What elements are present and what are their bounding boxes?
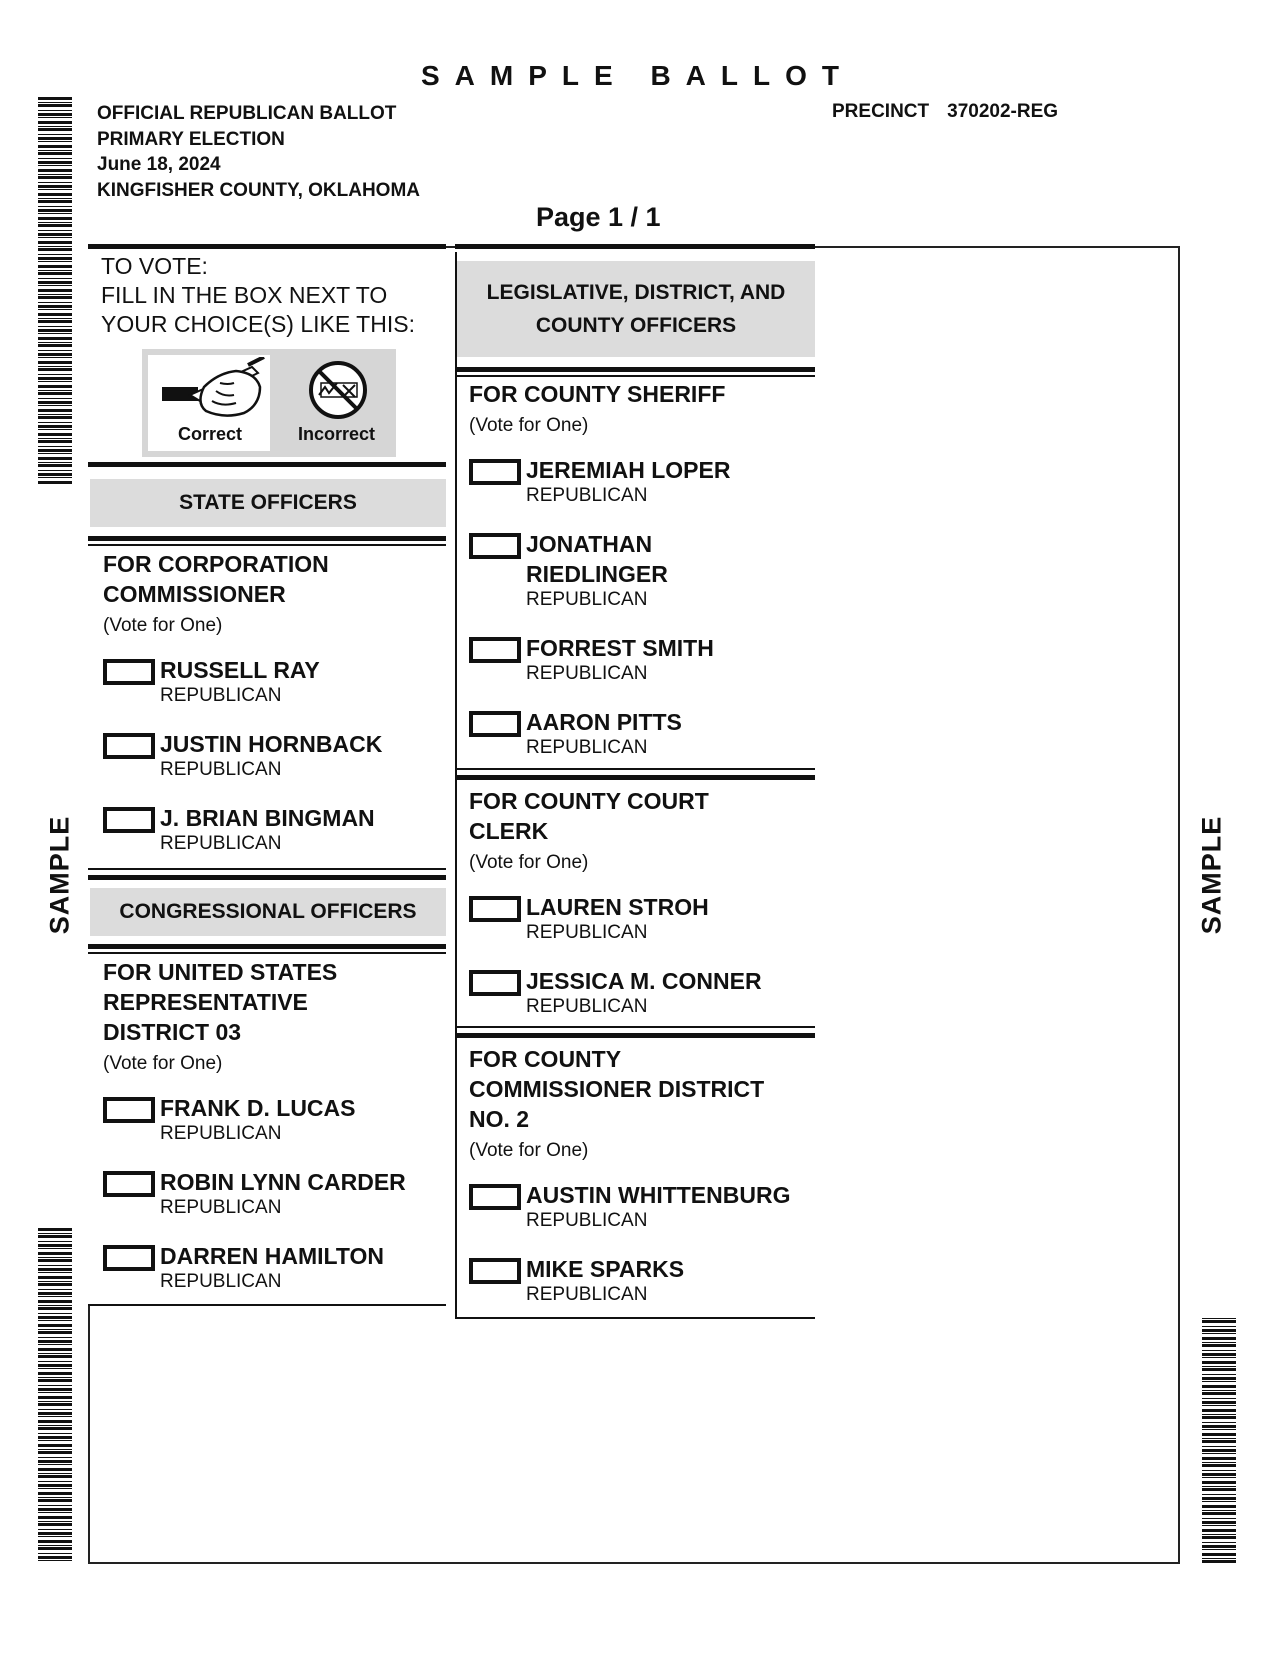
election-date: June 18, 2024 [97,154,221,175]
candidate-party: REPUBLICAN [526,996,648,1017]
candidate-option[interactable] [103,1167,406,1219]
candidate-name-line: FRANK D. LUCAS [160,1095,356,1121]
race-title [103,957,406,1047]
vote-target-box[interactable] [469,970,521,996]
timing-barcode [38,1228,72,1566]
voting-instructions [101,252,415,339]
candidate-party: REPUBLICAN [526,1284,648,1305]
candidate-option[interactable] [469,529,730,611]
race-title-line: FOR UNITED STATES [103,959,338,985]
candidate-option[interactable] [469,966,762,1018]
candidate-name [160,1167,406,1197]
section-header-legislative [457,261,815,357]
race-title-line: CLERK [469,818,549,844]
divider [88,244,446,249]
divider [455,1033,815,1038]
correct-label: Correct [178,424,243,444]
race-title [469,379,730,409]
instructions-heading: TO VOTE: [101,253,208,279]
sample-watermark-left: SAMPLE [44,815,75,935]
candidate-name [526,633,730,663]
candidate-party: REPUBLICAN [526,485,648,506]
race-corporation-commissioner [103,549,382,855]
divider [455,244,815,249]
candidate-name-line: RIEDLINGER [526,561,668,587]
divider [88,952,446,954]
ballot-type: OFFICIAL REPUBLICAN BALLOT [97,103,397,124]
instructions-line: FILL IN THE BOX NEXT TO [101,282,388,308]
candidate-party: REPUBLICAN [160,685,282,706]
candidate-option[interactable] [469,633,730,685]
divider [88,544,446,546]
candidate-party: REPUBLICAN [526,1210,648,1231]
vote-for-instruction: (Vote for One) [103,1053,223,1074]
candidate-name [526,455,730,485]
vote-target-box[interactable] [469,1184,521,1210]
race-us-representative [103,957,406,1293]
county-name: KINGFISHER COUNTY, OKLAHOMA [97,179,420,201]
candidate-name [160,655,382,685]
vote-for-instruction: (Vote for One) [469,852,589,873]
sample-watermark-right: SAMPLE [1196,815,1227,935]
candidate-name-line: J. BRIAN BINGMAN [160,805,375,831]
vote-target-box[interactable] [103,733,155,759]
candidate-name-line: RUSSELL RAY [160,657,320,683]
candidate-option[interactable] [103,729,382,781]
race-title-line: NO. 2 [469,1106,530,1132]
candidate-option[interactable] [103,1093,406,1145]
candidate-name-line: MIKE SPARKS [526,1256,685,1282]
divider [88,462,446,467]
candidate-name-line: DARREN HAMILTON [160,1243,385,1269]
candidate-party: REPUBLICAN [526,589,648,610]
divider [455,367,815,372]
column-rule [455,252,457,1319]
candidate-name-line: ROBIN LYNN CARDER [160,1169,406,1195]
divider [455,775,815,780]
candidate-name [526,1254,790,1284]
vote-target-box[interactable] [103,659,155,685]
vote-target-box[interactable] [103,807,155,833]
candidate-option[interactable] [103,1241,406,1293]
ballot-title: SAMPLE BALLOT [421,60,854,91]
divider [88,875,446,880]
section-header-line: COUNTY OFFICERS [535,314,737,337]
timing-barcode [1202,1318,1236,1566]
section-header-line: LEGISLATIVE, DISTRICT, AND [486,281,786,304]
candidate-name-line: FORREST SMITH [526,635,714,661]
race-title-line: FOR COUNTY [469,1046,622,1072]
divider [455,375,815,377]
candidate-name-line: JONATHAN [526,531,653,557]
candidate-party: REPUBLICAN [160,759,282,780]
candidate-option[interactable] [469,455,730,507]
candidate-party: REPUBLICAN [160,1123,282,1144]
divider [88,868,446,870]
candidate-option[interactable] [469,1254,790,1306]
candidate-party: REPUBLICAN [160,1197,282,1218]
candidate-party: REPUBLICAN [160,833,282,854]
vote-target-box[interactable] [103,1245,155,1271]
instructions-line: YOUR CHOICE(S) LIKE THIS: [101,311,415,337]
vote-for-instruction: (Vote for One) [469,415,589,436]
vote-target-box[interactable] [469,459,521,485]
timing-barcode [38,97,72,485]
page-number: Page 1 / 1 [536,202,661,232]
vote-for-instruction: (Vote for One) [469,1140,589,1161]
race-title-line: FOR COUNTY COURT [469,788,709,814]
section-header-congressional: CONGRESSIONAL OFFICERS [90,888,446,936]
candidate-name [160,1093,406,1123]
candidate-party: REPUBLICAN [526,737,648,758]
candidate-name [526,966,762,996]
candidate-party: REPUBLICAN [526,663,648,684]
candidate-name-line: LAUREN STROH [526,894,709,920]
candidate-name [160,803,382,833]
marking-example [142,349,396,457]
vote-target-box[interactable] [469,637,521,663]
precinct-label: PRECINCT [832,101,930,122]
race-title-line: FOR CORPORATION [103,551,329,577]
vote-target-box[interactable] [469,711,521,737]
vote-target-box[interactable] [469,533,521,559]
divider [455,768,815,770]
candidate-name-line: AARON PITTS [526,709,682,735]
vote-target-box[interactable] [469,896,521,922]
precinct-value: 370202-REG [947,101,1059,122]
candidate-name [160,729,382,759]
candidate-option[interactable] [103,803,382,855]
divider [88,536,446,541]
candidate-option[interactable] [469,707,730,759]
candidate-name [526,1180,790,1210]
candidate-name-line: AUSTIN WHITTENBURG [526,1182,791,1208]
candidate-option[interactable] [469,1180,790,1232]
candidate-party: REPUBLICAN [160,1271,282,1292]
candidate-option[interactable] [103,655,382,707]
race-title [469,786,762,846]
divider [88,1304,446,1306]
race-title-line: FOR COUNTY SHERIFF [469,381,726,407]
race-title-line: COMMISSIONER [103,581,286,607]
prohibited-marks-icon [307,359,369,421]
pen-filling-box-icon [160,357,268,423]
candidate-name [526,707,730,737]
race-title-line: COMMISSIONER DISTRICT [469,1076,765,1102]
candidate-party: REPUBLICAN [526,922,648,943]
candidate-name [526,529,730,589]
race-title-line: REPRESENTATIVE [103,989,308,1015]
divider [455,1317,815,1319]
divider [88,944,446,949]
incorrect-label: Incorrect [298,424,376,444]
candidate-option[interactable] [469,892,762,944]
vote-for-instruction: (Vote for One) [103,615,223,636]
section-header-state: STATE OFFICERS [90,479,446,527]
ballot-header [97,101,420,203]
election-type: PRIMARY ELECTION [97,128,285,150]
candidate-name-line: JEREMIAH LOPER [526,457,731,483]
candidate-name [526,892,762,922]
race-title [103,549,382,609]
vote-target-box[interactable] [103,1097,155,1123]
candidate-name-line: JESSICA M. CONNER [526,968,762,994]
race-county-court-clerk [469,786,762,1018]
candidate-name [160,1241,406,1271]
vote-target-box[interactable] [103,1171,155,1197]
precinct [832,101,1058,123]
vote-target-box[interactable] [469,1258,521,1284]
race-county-sheriff [469,379,730,759]
race-county-commissioner [469,1044,790,1306]
race-title [469,1044,790,1134]
divider [455,1026,815,1028]
candidate-name-line: JUSTIN HORNBACK [160,731,383,757]
race-title-line: DISTRICT 03 [103,1019,242,1045]
